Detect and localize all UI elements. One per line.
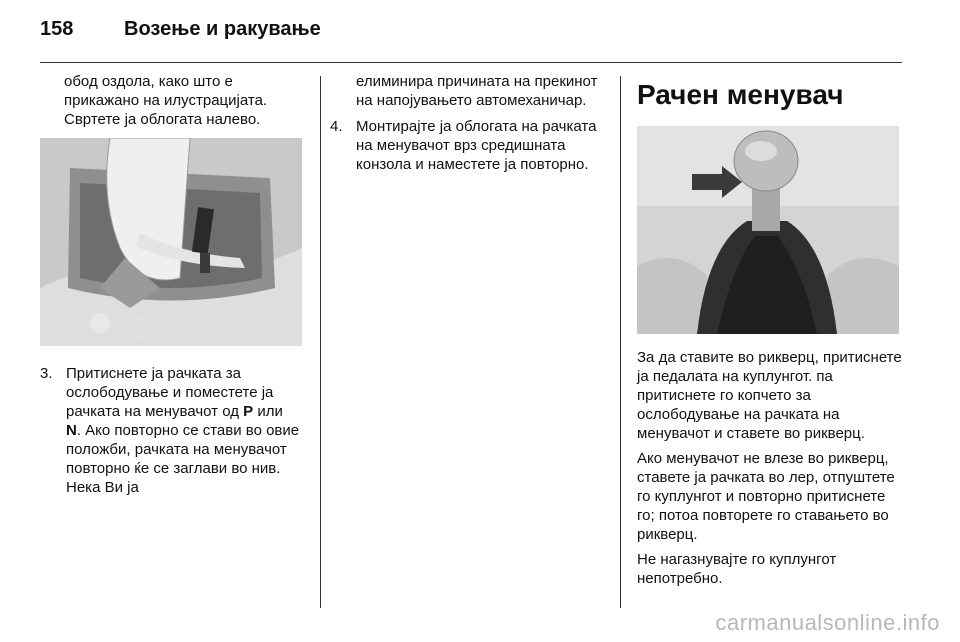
gear-lever-drawing (637, 126, 899, 334)
manual-transmission-heading: Рачен менувач (637, 79, 844, 110)
column-3-text (637, 348, 905, 594)
clutch-warning-paragraph: Не нагазнувајте го куплунгот непотребно. (637, 551, 837, 587)
section-title: Возење и ракување (124, 18, 321, 40)
reverse-instruction-paragraph: За да ставите во рикверц, притиснете ја педалата на куплунгот. па притиснете го копчето за ослободување на рачката на менувачот и ставете во рикверц. (637, 349, 902, 442)
gear-n-label: N (66, 422, 77, 439)
header-divider (40, 62, 902, 63)
step-3-text-a: Притиснете ја рачката за ослободување и поместете ја рачката на менувачот од (66, 365, 274, 420)
step-3-text-c: . Ако повторно се стави во овие положби, рачката на менувачот повторно ќе се заглави во нив. Нека Ви ја (66, 422, 300, 496)
step-3-text-b: или (253, 403, 283, 420)
gear-lever-illustration (637, 126, 899, 334)
watermark: carmanualsonline.info (715, 610, 940, 635)
column-3-heading (637, 72, 905, 112)
step-4 (330, 117, 600, 174)
column-divider-2 (620, 76, 621, 608)
column-2 (330, 72, 600, 174)
console-trim-illustration (40, 138, 302, 346)
console-trim-drawing (40, 138, 302, 346)
reverse-retry-paragraph: Ако менувачот не влезе во рикверц, ставете ја рачката во лер, отпуштете го куплунгот и повторно притиснете го; потоа повторете го ставањето во рикверц. (637, 450, 895, 543)
continued-text: елиминира причината на прекинот на напојувањето автомеханичар. (356, 73, 598, 109)
step-4-text: Монтирајте ја облогата на рачката на менувачот врз средишната конзола и наместете ја повторно. (356, 118, 597, 173)
intro-line-1: обод оздола, како што е (64, 73, 233, 90)
page-number: 158 (40, 18, 74, 40)
step-3-text (66, 364, 302, 497)
column-divider-1 (320, 76, 321, 608)
intro-line-3: Свртете ја облогата налево. (64, 111, 261, 128)
intro-line-2: прикажано на илустрацијата. (64, 92, 268, 109)
step-3 (40, 364, 302, 497)
column-1-intro (64, 72, 309, 129)
gear-p-label: P (243, 403, 254, 420)
page-header (40, 18, 321, 52)
step-3-number: 3. (40, 365, 53, 382)
step-4-number: 4. (330, 118, 343, 135)
